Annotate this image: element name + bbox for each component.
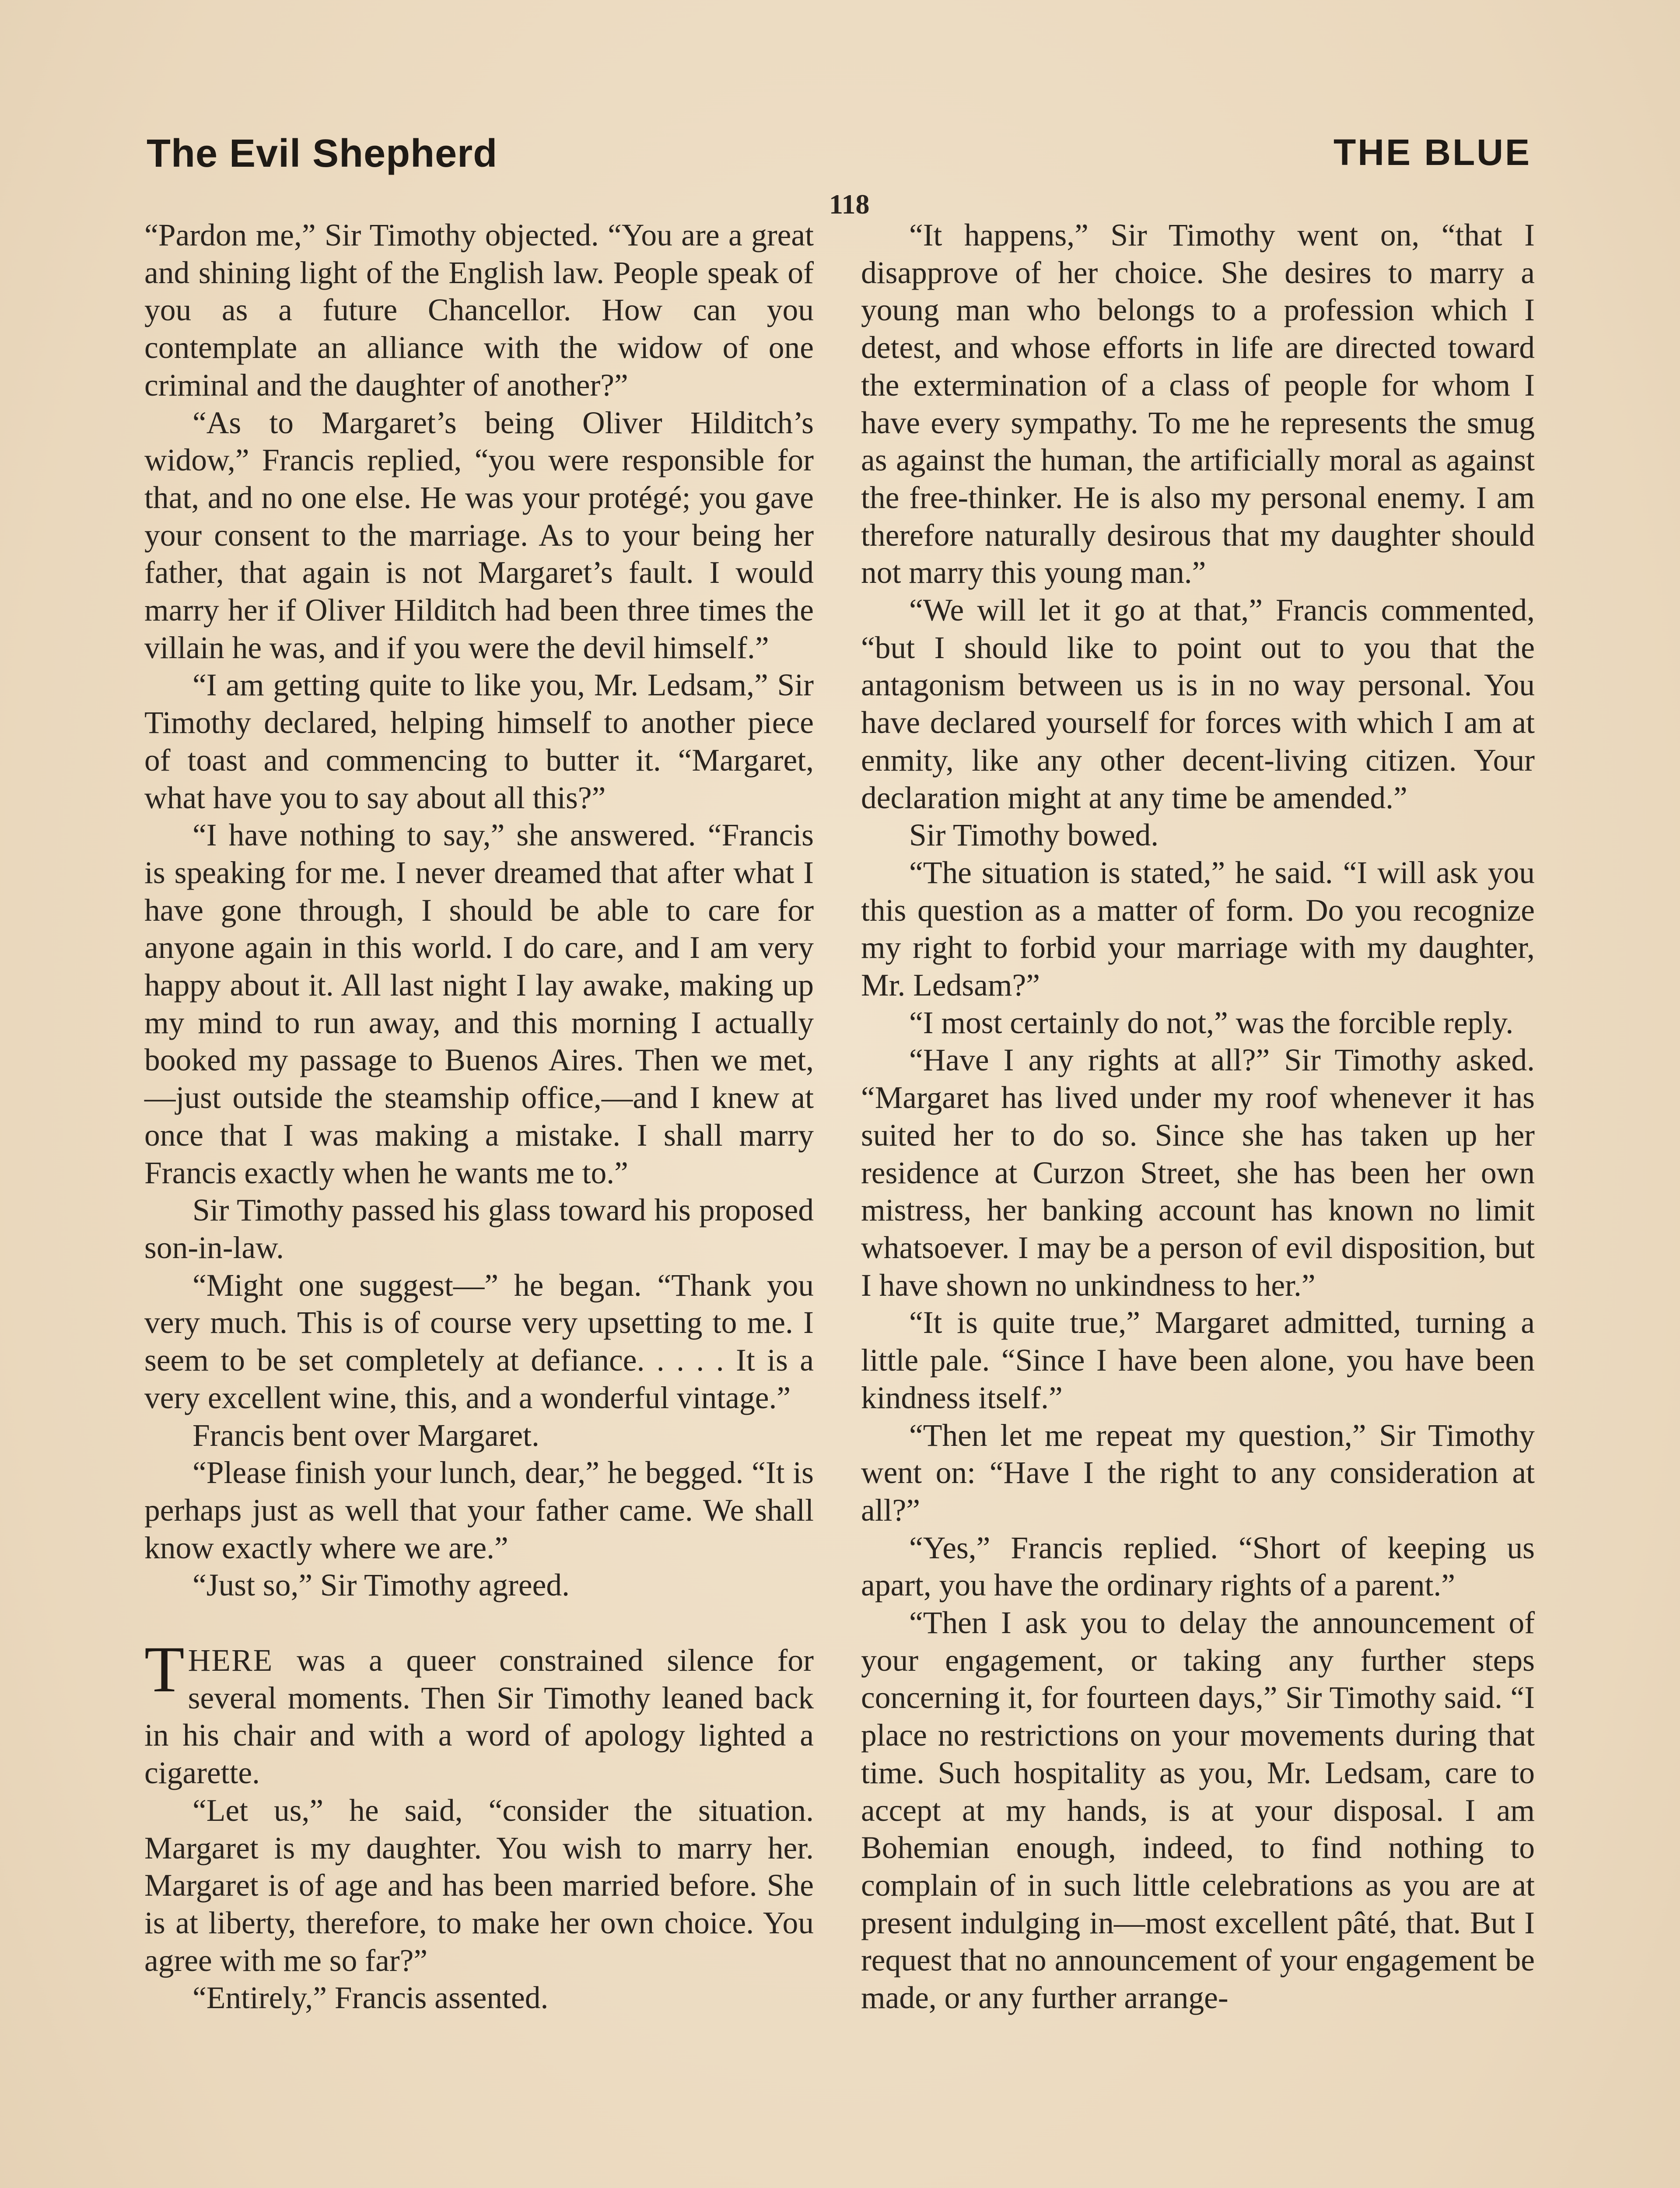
- paragraph: “We will let it go at that,” Francis commented, “but I should like to point out to you that the antagonism between us is in no way personal. You have declared yourself for forces with which I am at enmity, like any other decent-living citizen. Your declaration might at any time be amended.”: [861, 593, 1535, 815]
- paragraph: Francis bent over Margaret.: [192, 1418, 539, 1453]
- paragraph: “It is quite true,” Margaret admitted, turning a little pale. “Since I have been alone, you have been kindness itself.”: [861, 1305, 1535, 1415]
- paragraph: “Then I ask you to delay the announcement of your engagement, or taking any further steps concerning it, for fourteen days,” Sir Timothy said. “I place no restrictions on your movements during that time. Such hospitality as you, Mr. Ledsam, care to accept at my hands, is at your disposal. I am Bohemian enough, indeed, to find nothing to complain of in such little celebrations as you are at present indulging in—most excellent pâté, that. But I request that no announcement of your engagement be made, or any further arrange-: [861, 1606, 1535, 2016]
- paragraph: Sir Timothy bowed.: [909, 818, 1159, 853]
- paragraph: “Have I any rights at all?” Sir Timothy asked. “Margaret has lived under my roof whenever it has suited her to do so. Since she has taken up her residence at Curzon Street, she has been her own mistress, her banking account has known no limit whatsoever. I may be a person of evil disposition, but I have shown no unkindness to her.”: [861, 1043, 1535, 1303]
- paragraph: “Yes,” Francis replied. “Short of keeping us apart, you have the ordinary rights of a parent.”: [861, 1530, 1535, 1603]
- running-head-title: The Evil Shepherd: [147, 132, 498, 175]
- paragraph: Sir Timothy passed his glass toward his proposed son-in-law.: [144, 1193, 814, 1265]
- paragraph: “As to Margaret’s being Oliver Hilditch’s widow,” Francis replied, “you were responsible for that, and no one else. He was your protégé; you gave your consent to the marriage. As to your being her father, that again is not Margaret’s fault. I would marry her if Oliver Hilditch had been three times the villain he was, and if you were the devil himself.”: [144, 405, 814, 665]
- paragraph: “Let us,” he said, “consider the situation. Margaret is my daughter. You wish to marry her. Margaret is of age and has been married before. She is at liberty, therefore, to make her own choice. You agree with me so far?”: [144, 1793, 814, 1978]
- paragraph: “I am getting quite to like you, Mr. Ledsam,” Sir Timothy declared, helping himself to another piece of toast and commencing to butter it. “Margaret, what have you to say about all this?”: [144, 668, 814, 815]
- drop-cap-paragraph-text: was a queer constrained silence for several moments. Then Sir Timothy leaned back in his chair and with a word of apology lighted a cigarette.: [144, 1643, 814, 1791]
- paragraph: “Just so,” Sir Timothy agreed.: [192, 1568, 570, 1603]
- right-column: [861, 217, 1535, 2017]
- paragraph: “Entirely,” Francis assented.: [192, 1981, 549, 2016]
- drop-cap-smallcaps: HERE: [188, 1643, 273, 1678]
- paragraph: “Pardon me,” Sir Timothy objected. “You are a great and shining light of the English law. People speak of you as a future Chancellor. How can you contemplate an alliance with the widow of one criminal and the daughter of another?”: [144, 218, 814, 403]
- left-column: [144, 217, 814, 2017]
- section-opening-paragraph: [144, 1633, 814, 1792]
- paragraph: “I have nothing to say,” she answered. “Francis is speaking for me. I never dreamed that after what I have gone through, I should be able to care for anyone again in this world. I do care, and I am very happy about it. All last night I lay awake, making up my mind to run away, and this morning I actually booked my passage to Buenos Aires. Then we met,—just outside the steamship office,—and I knew at once that I was making a mistake. I shall marry Francis exactly when he wants me to.”: [144, 818, 814, 1190]
- paragraph: “I most certainly do not,” was the forcible reply.: [909, 1005, 1514, 1040]
- paragraph: “The situation is stated,” he said. “I will ask you this question as a matter of form. Do you recognize my right to forbid your marriage with my daughter, Mr. Ledsam?”: [861, 855, 1535, 1003]
- paragraph: “Might one suggest—” he began. “Thank you very much. This is of course very upsetting to me. I seem to be set completely at defiance. . . . . It is a very excellent wine, this, and a wonderful vintage.”: [144, 1268, 814, 1415]
- running-head-magazine: THE BLUE: [1334, 132, 1531, 173]
- paragraph: “It happens,” Sir Timothy went on, “that I disapprove of her choice. She desires to marry a young man who belongs to a profession which I detest, and whose efforts in life are directed toward the extermination of a class of people for whom I have every sympathy. To me he represents the smug as against the human, the artificially moral as against the free-thinker. He is also my personal enemy. I am therefore naturally desirous that my daughter should not marry this young man.”: [861, 218, 1535, 590]
- drop-cap: T: [144, 1633, 185, 1706]
- page-number: 118: [829, 189, 870, 220]
- paragraph: “Please finish your lunch, dear,” he begged. “It is perhaps just as well that your father came. We shall know exactly where we are.”: [144, 1455, 814, 1565]
- paragraph: “Then let me repeat my question,” Sir Timothy went on: “Have I the right to any consideration at all?”: [861, 1418, 1535, 1528]
